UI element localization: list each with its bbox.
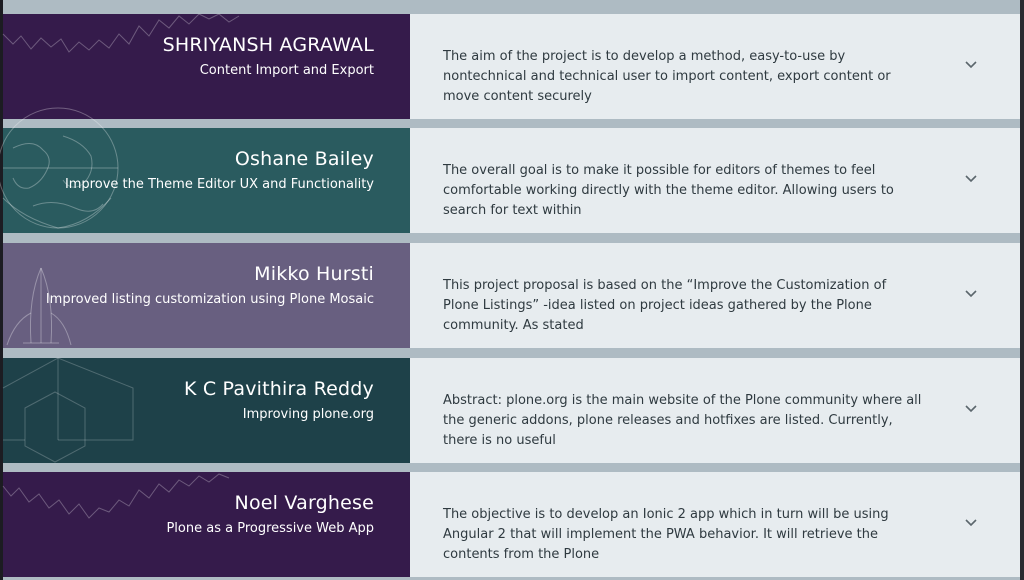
project-abstract: The aim of the project is to develop a method, easy-to-use by nontechnical and technical user to import content, export content or move content securely [443, 49, 891, 104]
project-title: Plone as a Progressive Web App [166, 521, 374, 536]
project-summary [410, 243, 1020, 348]
project-summary [410, 14, 1020, 119]
project-card[interactable] [3, 243, 1020, 348]
project-card[interactable] [3, 472, 1020, 577]
chevron-down-icon[interactable] [964, 60, 978, 70]
project-summary [410, 358, 1020, 463]
chevron-down-icon[interactable] [964, 289, 978, 299]
project-abstract: The overall goal is to make it possible for editors of themes to feel comfortable working directly with the theme editor. Allowing users to search for text within [443, 163, 894, 218]
chevron-down-icon[interactable] [964, 174, 978, 184]
student-name: Oshane Bailey [234, 148, 374, 170]
project-title: Improve the Theme Editor UX and Functionality [64, 177, 374, 192]
project-title: Improved listing customization using Plone Mosaic [45, 292, 374, 307]
project-abstract: Abstract: plone.org is the main website of the Plone community where all the generic addons, plone releases and hotfixes are listed. Currently, there is no useful [443, 393, 922, 448]
student-name: K C Pavithira Reddy [183, 378, 374, 400]
project-header [3, 14, 410, 119]
student-name: Mikko Hursti [254, 263, 374, 285]
project-header [3, 358, 410, 463]
chevron-down-icon[interactable] [964, 404, 978, 414]
project-header [3, 472, 410, 577]
project-abstract: This project proposal is based on the “Improve the Customization of Plone Listings” -idea listed on project ideas gathered by the Plone community. As stated [443, 278, 887, 333]
project-title: Improving plone.org [242, 407, 374, 422]
project-header [3, 128, 410, 233]
project-card[interactable] [3, 358, 1020, 463]
project-card[interactable] [3, 128, 1020, 233]
project-summary [410, 128, 1020, 233]
student-name: Noel Varghese [234, 492, 374, 514]
student-name: SHRIYANSH AGRAWAL [162, 34, 374, 56]
project-title: Content Import and Export [199, 63, 374, 78]
project-card[interactable] [3, 14, 1020, 119]
project-summary [410, 472, 1020, 577]
chevron-down-icon[interactable] [964, 518, 978, 528]
project-header [3, 243, 410, 348]
project-abstract: The objective is to develop an Ionic 2 app which in turn will be using Angular 2 that will implement the PWA behavior. It will retrieve the contents from the Plone [443, 507, 889, 562]
page-edge [1020, 0, 1024, 580]
